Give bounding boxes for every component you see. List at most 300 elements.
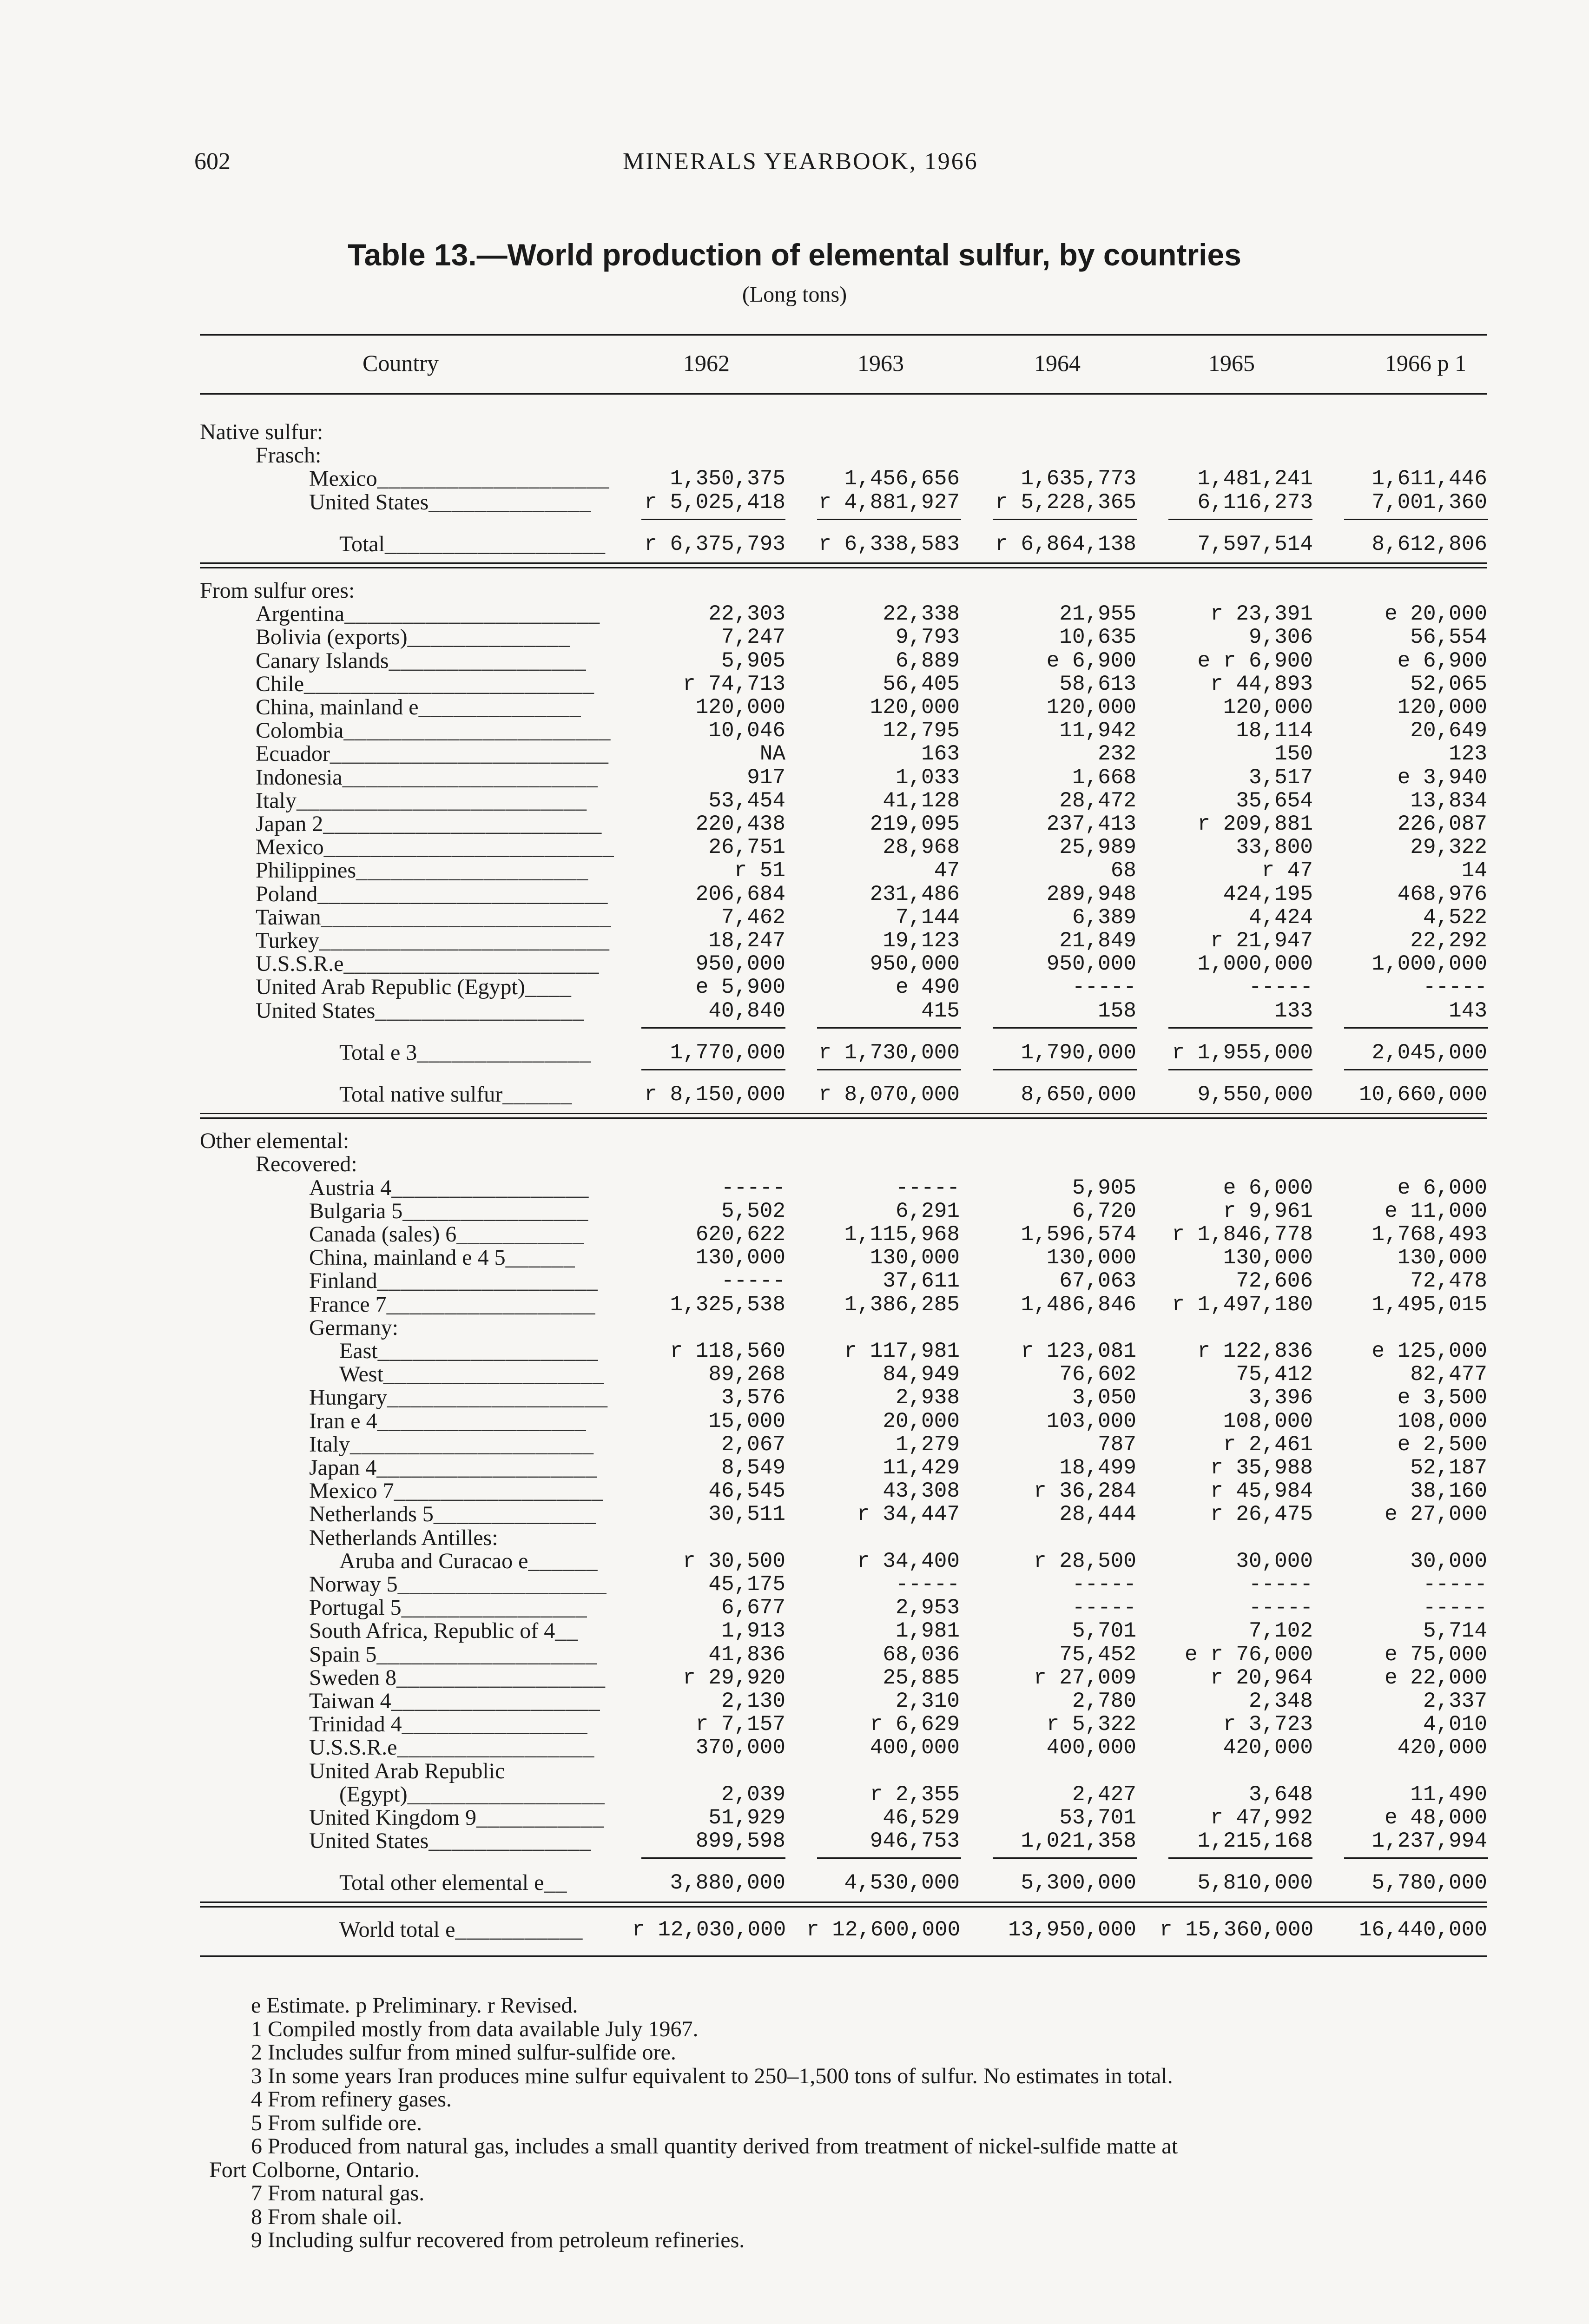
cell-value: 76,602 [1059, 1362, 1136, 1387]
cell-value: 12,795 [883, 719, 960, 743]
row-label: Frasch: [256, 443, 322, 468]
table-row [0, 491, 1589, 514]
cell-value: 1,350,375 [670, 467, 785, 491]
cell-value: 11,942 [1059, 719, 1136, 743]
cell-value: 28,968 [883, 835, 960, 860]
cell-value: e r 76,000 [1184, 1642, 1313, 1667]
table-row [0, 1386, 1589, 1409]
sum-rule [1168, 1027, 1312, 1029]
cell-value: ----- [1248, 975, 1313, 1000]
cell-value: 7,102 [1248, 1619, 1313, 1644]
cell-value: ----- [721, 1175, 785, 1200]
cell-value: r 6,864,138 [995, 532, 1136, 556]
sum-rule [1168, 1069, 1312, 1070]
row-label: Netherlands Antilles: [309, 1525, 498, 1550]
sum-rule [1168, 1857, 1312, 1859]
row-label: East___________________ [339, 1339, 599, 1363]
cell-value: 289,948 [1046, 882, 1136, 906]
cell-value: 6,291 [895, 1199, 960, 1223]
row-label: United Arab Republic (Egypt)____ [256, 975, 572, 1000]
cell-value: 33,800 [1236, 835, 1313, 860]
cell-value: 219,095 [870, 812, 960, 836]
cell-value: 7,462 [721, 905, 785, 930]
cell-value: 11,490 [1410, 1782, 1487, 1807]
cell-value: r 35,988 [1210, 1456, 1313, 1480]
row-label: Total___________________ [339, 531, 606, 556]
row-label: Canary Islands_________________ [256, 648, 587, 673]
cell-value: r 9,961 [1223, 1199, 1313, 1223]
sum-rule [993, 1857, 1137, 1859]
table-row [0, 1479, 1589, 1503]
footnote: 1 Compiled mostly from data available July 1967. [251, 2016, 699, 2041]
cell-value: r 1,730,000 [818, 1040, 960, 1065]
cell-value: 41,128 [883, 788, 960, 813]
cell-value: 1,635,773 [1021, 467, 1136, 491]
cell-value: 5,810,000 [1197, 1871, 1313, 1895]
cell-value: 163 [921, 742, 960, 766]
row-label: World total e___________ [339, 1917, 583, 1942]
cell-value: 1,768,493 [1371, 1222, 1487, 1247]
cell-value: e 2,500 [1397, 1432, 1487, 1457]
row-label: Taiwan 4__________________ [309, 1689, 600, 1713]
row-label: Total e 3_______________ [339, 1040, 592, 1065]
cell-value: 917 [747, 765, 785, 790]
cell-value: 1,770,000 [670, 1040, 785, 1065]
cell-value: 400,000 [1046, 1736, 1136, 1760]
sum-rule [993, 1027, 1137, 1029]
cell-value: r 7,157 [695, 1712, 785, 1737]
row-label: Finland___________________ [309, 1268, 598, 1294]
cell-value: 2,310 [895, 1689, 960, 1713]
column-header-1962: 1962 [683, 350, 730, 376]
cell-value: 220,438 [695, 812, 785, 836]
cell-value: 2,348 [1248, 1689, 1313, 1713]
row-label: South Africa, Republic of 4__ [309, 1618, 579, 1644]
cell-value: r 6,629 [870, 1712, 960, 1737]
sum-rule [1344, 519, 1488, 520]
cell-value: e 11,000 [1385, 1199, 1487, 1223]
sum-rule [641, 519, 785, 520]
cell-value: 53,701 [1059, 1806, 1136, 1830]
table-row [0, 999, 1589, 1023]
cell-value: e 20,000 [1385, 602, 1487, 627]
row-label: Indonesia______________________ [256, 765, 598, 790]
cell-value: 25,989 [1059, 835, 1136, 860]
table-row [0, 789, 1589, 812]
cell-value: 9,793 [895, 625, 960, 650]
sum-rule [1344, 1857, 1488, 1859]
row-label: Poland_________________________ [256, 881, 608, 906]
cell-value: r 6,375,793 [644, 532, 785, 556]
cell-value: 3,576 [721, 1386, 785, 1410]
cell-value: 133 [1274, 998, 1313, 1023]
cell-value: r 47 [1261, 858, 1313, 883]
cell-value: r 21,947 [1210, 929, 1313, 953]
row-label: Total native sulfur______ [339, 1082, 573, 1107]
cell-value: 1,325,538 [670, 1292, 785, 1317]
cell-value: 68,036 [883, 1642, 960, 1667]
table-row [0, 1176, 1589, 1200]
table-row [0, 1829, 1589, 1853]
table-row [0, 1340, 1589, 1363]
cell-value: 21,849 [1059, 929, 1136, 953]
cell-value: 45,175 [708, 1572, 785, 1597]
cell-value: r 28,500 [1034, 1549, 1136, 1573]
table-row [0, 1456, 1589, 1479]
row-label: Bolivia (exports)______________ [256, 625, 570, 650]
cell-value: r 12,600,000 [806, 1917, 961, 1942]
row-label: Mexico 7__________________ [309, 1479, 603, 1504]
row-label: United States______________ [309, 489, 592, 515]
cell-value: r 122,836 [1197, 1339, 1313, 1363]
table-title: Table 13.—World production of elemental sulfur, by countries [348, 238, 1241, 272]
cell-value: ----- [1423, 975, 1487, 1000]
cell-value: 6,889 [895, 648, 960, 673]
sum-rule [1344, 1027, 1488, 1029]
table-row [0, 1666, 1589, 1690]
cell-value: 22,303 [708, 602, 785, 627]
table-row [0, 1596, 1589, 1619]
cell-value: 9,306 [1248, 625, 1313, 650]
cell-value: 1,611,446 [1371, 467, 1487, 491]
cell-value: r 2,461 [1223, 1432, 1313, 1457]
cell-value: 231,486 [870, 882, 960, 906]
cell-value: 18,247 [708, 929, 785, 953]
total-double-rule [200, 562, 1487, 568]
table-row [0, 742, 1589, 766]
sum-rule [641, 1857, 785, 1859]
cell-value: 1,386,285 [844, 1292, 960, 1317]
cell-value: ----- [1423, 1572, 1487, 1597]
sum-rule [817, 1027, 961, 1029]
row-label: France 7__________________ [309, 1292, 596, 1317]
cell-value: ----- [1248, 1596, 1313, 1620]
sum-rule [993, 519, 1137, 520]
cell-value: 424,195 [1223, 882, 1313, 906]
total-double-rule [200, 1113, 1487, 1119]
footnote: 9 Including sulfur recovered from petroleum refineries. [251, 2228, 745, 2252]
cell-value: r 30,500 [683, 1549, 785, 1573]
cell-value: 4,424 [1248, 905, 1313, 930]
cell-value: 13,834 [1410, 788, 1487, 813]
row-label: Native sulfur: [200, 420, 323, 444]
cell-value: 75,412 [1236, 1362, 1313, 1387]
cell-value: 8,549 [721, 1456, 785, 1480]
cell-value: 2,953 [895, 1596, 960, 1620]
cell-value: 22,292 [1410, 929, 1487, 953]
cell-value: 41,836 [708, 1642, 785, 1667]
row-label: United Arab Republic [309, 1758, 505, 1783]
cell-value: 14 [1461, 858, 1487, 883]
cell-value: 53,454 [708, 788, 785, 813]
cell-value: ----- [1423, 1596, 1487, 1620]
cell-value: 1,596,574 [1021, 1222, 1136, 1247]
row-label: Japan 4___________________ [309, 1455, 598, 1480]
table-row [0, 766, 1589, 789]
table-row [0, 952, 1589, 976]
cell-value: 5,905 [721, 648, 785, 673]
row-label: Canada (sales) 6___________ [309, 1222, 585, 1247]
cell-value: e 6,900 [1046, 648, 1136, 673]
column-header-country: Country [363, 350, 439, 376]
cell-value: 18,499 [1059, 1456, 1136, 1480]
cell-value: 18,114 [1236, 719, 1313, 743]
row-label: Ecuador________________________ [256, 741, 609, 766]
cell-value: 72,478 [1410, 1269, 1487, 1294]
cell-value: ----- [1248, 1572, 1313, 1597]
cell-value: 950,000 [695, 952, 785, 977]
cell-value: 2,045,000 [1371, 1040, 1487, 1065]
cell-value: r 20,964 [1210, 1665, 1313, 1690]
row-label: Sweden 8__________________ [309, 1665, 606, 1690]
table-row [0, 812, 1589, 836]
table-row [0, 579, 1589, 602]
cell-value: 1,486,846 [1021, 1292, 1136, 1317]
row-label: Hungary___________________ [309, 1385, 608, 1410]
cell-value: 8,612,806 [1371, 532, 1487, 556]
cell-value: 1,790,000 [1021, 1040, 1136, 1065]
cell-value: 8,650,000 [1021, 1083, 1136, 1107]
cell-value: 28,472 [1059, 788, 1136, 813]
total-double-rule [200, 1901, 1487, 1908]
cell-value: ----- [895, 1572, 960, 1597]
cell-value: 103,000 [1046, 1409, 1136, 1433]
cell-value: 1,913 [721, 1619, 785, 1644]
cell-value: 46,529 [883, 1806, 960, 1830]
table-row [0, 1129, 1589, 1153]
sum-rule [641, 1027, 785, 1029]
cell-value: 158 [1098, 998, 1136, 1023]
cell-value: 3,396 [1248, 1386, 1313, 1410]
cell-value: 4,010 [1423, 1712, 1487, 1737]
sum-rule [993, 1069, 1137, 1070]
cell-value: 46,545 [708, 1479, 785, 1504]
cell-value: r 29,920 [683, 1665, 785, 1690]
cell-value: 10,635 [1059, 625, 1136, 650]
cell-value: e 48,000 [1385, 1806, 1487, 1830]
cell-value: 72,606 [1236, 1269, 1313, 1294]
cell-value: r 5,228,365 [995, 490, 1136, 515]
cell-value: e 27,000 [1385, 1502, 1487, 1527]
footnote: 7 From natural gas. [251, 2181, 425, 2205]
row-label: Colombia_______________________ [256, 718, 611, 743]
cell-value: 19,123 [883, 929, 960, 953]
cell-value: r 44,893 [1210, 672, 1313, 696]
table-row [0, 1503, 1589, 1526]
cell-value: 206,684 [695, 882, 785, 906]
cell-value: r 8,150,000 [644, 1083, 785, 1107]
cell-value: 1,481,241 [1197, 467, 1313, 491]
table-row [0, 533, 1589, 556]
cell-value: r 4,881,927 [818, 490, 960, 515]
table-row [0, 1316, 1589, 1340]
table-row [0, 1526, 1589, 1550]
column-header-1966: 1966 p 1 [1385, 350, 1466, 376]
cell-value: r 117,981 [844, 1339, 960, 1363]
cell-value: e r 6,900 [1197, 648, 1313, 673]
row-label: Recovered: [256, 1152, 357, 1177]
table-row [0, 976, 1589, 999]
cell-value: 1,000,000 [1371, 952, 1487, 977]
row-label: Italy_____________________ [309, 1432, 594, 1457]
cell-value: 2,337 [1423, 1689, 1487, 1713]
row-label: Philippines____________________ [256, 858, 589, 883]
cell-value: e 6,900 [1397, 648, 1487, 673]
cell-value: 35,654 [1236, 788, 1313, 813]
table-row [0, 1690, 1589, 1713]
cell-value: 56,554 [1410, 625, 1487, 650]
cell-value: 40,840 [708, 998, 785, 1023]
cell-value: r 51 [734, 858, 785, 883]
cell-value: 89,268 [708, 1362, 785, 1387]
row-label: Netherlands 5______________ [309, 1502, 596, 1527]
cell-value: 37,611 [883, 1269, 960, 1294]
cell-value: 51,929 [708, 1806, 785, 1830]
row-label: United Kingdom 9___________ [309, 1805, 604, 1830]
cell-value: r 12,030,000 [632, 1917, 786, 1942]
table-row [0, 1293, 1589, 1316]
table-row [0, 626, 1589, 649]
table-row [0, 1573, 1589, 1596]
sum-rule [1344, 1069, 1488, 1070]
row-label: Chile_________________________ [256, 671, 594, 696]
row-label: (Egypt)_________________ [339, 1782, 605, 1807]
column-header-1965: 1965 [1208, 350, 1255, 376]
cell-value: 5,701 [1072, 1619, 1136, 1644]
cell-value: 47 [934, 858, 960, 883]
cell-value: 3,880,000 [670, 1871, 785, 1895]
cell-value: 22,338 [883, 602, 960, 627]
cell-value: 6,116,273 [1197, 490, 1313, 515]
cell-value: r 1,497,180 [1172, 1292, 1313, 1317]
row-label: Iran e 4__________________ [309, 1408, 587, 1433]
cell-value: r 74,713 [683, 672, 785, 696]
footnote: 3 In some years Iran produces mine sulfur equivalent to 250–1,500 tons of sulfur. No estimates in total. [251, 2063, 1173, 2088]
cell-value: 415 [921, 998, 960, 1023]
cell-value: 5,300,000 [1021, 1871, 1136, 1895]
cell-value: 15,000 [708, 1409, 785, 1433]
cell-value: 5,905 [1072, 1175, 1136, 1200]
cell-value: e 3,500 [1397, 1386, 1487, 1410]
cell-value: 237,413 [1046, 812, 1136, 836]
table-bottom-rule [200, 1955, 1487, 1957]
cell-value: 11,429 [883, 1456, 960, 1480]
cell-value: 946,753 [870, 1829, 960, 1854]
cell-value: 52,187 [1410, 1456, 1487, 1480]
cell-value: r 27,009 [1034, 1665, 1136, 1690]
cell-value: r 23,391 [1210, 602, 1313, 627]
cell-value: e 490 [895, 975, 960, 1000]
cell-value: 420,000 [1397, 1736, 1487, 1760]
table-row [0, 467, 1589, 490]
cell-value: 6,389 [1072, 905, 1136, 930]
cell-value: 950,000 [870, 952, 960, 977]
table-row [0, 1760, 1589, 1783]
cell-value: 1,981 [895, 1619, 960, 1644]
cell-value: r 47,992 [1210, 1806, 1313, 1830]
cell-value: 1,033 [895, 765, 960, 790]
cell-value: 30,511 [708, 1502, 785, 1527]
row-label: Taiwan_________________________ [256, 905, 612, 930]
cell-value: ----- [721, 1269, 785, 1294]
cell-value: 108,000 [1397, 1409, 1487, 1433]
footnote: 8 From shale oil. [251, 2204, 402, 2229]
row-label: Bulgaria 5________________ [309, 1198, 589, 1223]
table-row [0, 1713, 1589, 1736]
row-label: From sulfur ores: [200, 578, 355, 603]
cell-value: e 5,900 [695, 975, 785, 1000]
row-label: Aruba and Curacao e______ [339, 1548, 598, 1573]
cell-value: e 125,000 [1371, 1339, 1487, 1363]
cell-value: 20,000 [883, 1409, 960, 1433]
row-label: West___________________ [339, 1362, 604, 1387]
table-row [0, 1783, 1589, 1806]
cell-value: r 2,355 [870, 1782, 960, 1807]
cell-value: 2,039 [721, 1782, 785, 1807]
table-row [0, 1200, 1589, 1223]
cell-value: e 22,000 [1385, 1665, 1487, 1690]
row-label: Mexico____________________ [309, 466, 610, 491]
cell-value: 6,720 [1072, 1199, 1136, 1223]
cell-value: 52,065 [1410, 672, 1487, 696]
row-label: United States______________ [309, 1829, 592, 1854]
cell-value: r 1,955,000 [1172, 1040, 1313, 1065]
cell-value: e 6,000 [1397, 1175, 1487, 1200]
cell-value: 370,000 [695, 1736, 785, 1760]
cell-value: 67,063 [1059, 1269, 1136, 1294]
cell-value: 5,780,000 [1371, 1871, 1487, 1895]
cell-value: 9,550,000 [1197, 1083, 1313, 1107]
footnote: 6 Produced from natural gas, includes a small quantity derived from treatment of nickel-sulfide matte at [251, 2134, 1178, 2159]
running-title: MINERALS YEARBOOK, 1966 [623, 148, 978, 175]
cell-value: 7,247 [721, 625, 785, 650]
cell-value: 2,780 [1072, 1689, 1136, 1713]
row-label: Austria 4_________________ [309, 1175, 589, 1200]
cell-value: 1,237,994 [1371, 1829, 1487, 1854]
cell-value: 29,322 [1410, 835, 1487, 860]
cell-value: 5,714 [1423, 1619, 1487, 1644]
cell-value: 7,144 [895, 905, 960, 930]
cell-value: 787 [1098, 1432, 1136, 1457]
cell-value: 1,000,000 [1197, 952, 1313, 977]
cell-value: 950,000 [1046, 952, 1136, 977]
table-row [0, 696, 1589, 719]
cell-value: 120,000 [870, 695, 960, 720]
cell-value: 28,444 [1059, 1502, 1136, 1527]
cell-value: 130,000 [695, 1246, 785, 1270]
cell-value: 58,613 [1059, 672, 1136, 696]
cell-value: 468,976 [1397, 882, 1487, 906]
cell-value: 20,649 [1410, 719, 1487, 743]
cell-value: e 75,000 [1385, 1642, 1487, 1667]
cell-value: 420,000 [1223, 1736, 1313, 1760]
cell-value: 1,021,358 [1021, 1829, 1136, 1854]
cell-value: 1,279 [895, 1432, 960, 1457]
sum-rule [641, 1069, 785, 1070]
cell-value: 226,087 [1397, 812, 1487, 836]
cell-value: 56,405 [883, 672, 960, 696]
cell-value: ----- [1072, 1596, 1136, 1620]
cell-value: r 8,070,000 [818, 1083, 960, 1107]
cell-value: 3,648 [1248, 1782, 1313, 1807]
cell-value: 120,000 [1223, 695, 1313, 720]
table-subtitle: (Long tons) [742, 282, 847, 307]
cell-value: r 118,560 [670, 1339, 785, 1363]
cell-value: r 123,081 [1021, 1339, 1136, 1363]
row-label: Italy_________________________ [256, 788, 587, 813]
cell-value: ----- [895, 1175, 960, 1200]
cell-value: 2,130 [721, 1689, 785, 1713]
